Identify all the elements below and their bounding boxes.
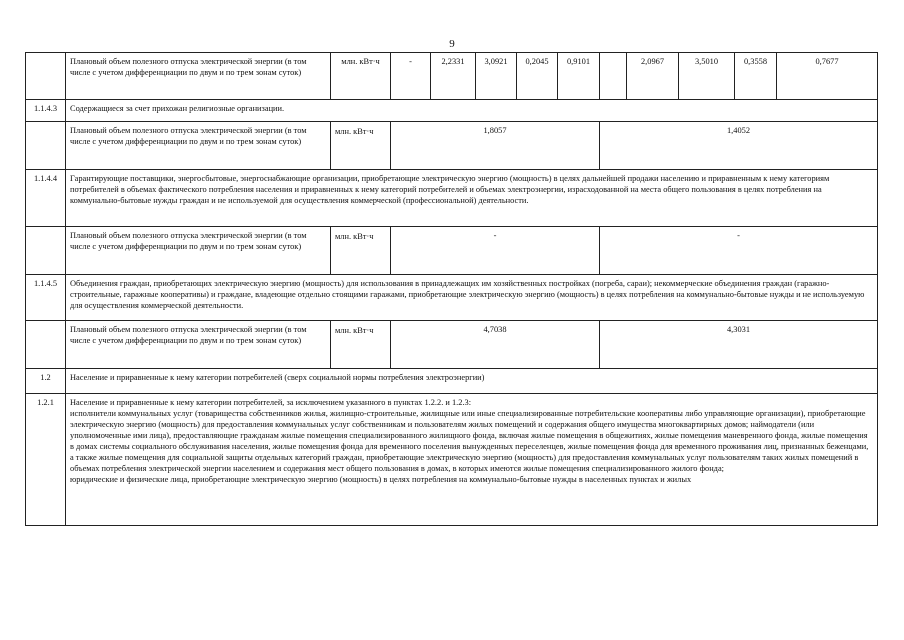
value-cell: 0,7677 bbox=[777, 53, 878, 100]
page-number: 9 bbox=[449, 38, 455, 50]
value-cell: - bbox=[600, 227, 878, 275]
row-number: 1.2 bbox=[26, 369, 66, 394]
table-row bbox=[26, 100, 878, 122]
row-description: Население и приравненные к нему категории потребителей (сверх социальной нормы потребления электроэнергии) bbox=[66, 369, 878, 394]
row-number bbox=[26, 122, 66, 170]
description-line: Население и приравненные к нему категории потребителей, за исключением указанного в пунктах 1.2.2. и 1.2.3: bbox=[70, 398, 472, 407]
row-number: 1.1.4.4 bbox=[26, 170, 66, 227]
value-cell: 2,2331 bbox=[431, 53, 476, 100]
row-description: Гарантирующие поставщики, энергосбытовые, энергоснабжающие организации, приобретающие электрическую энергию (мощность) в целях дальнейшей продажи населению и приравненным к нему категориям потребителей в объемах фактического потребления населения и приравненных к нему категорий потребителей и объемах электроэнергии, израсходованной на места общего пользования в целях потребления на коммунально-бытовые нужды граждан и не используемой для осуществления коммерческой (профессиональной) деятельности. bbox=[66, 170, 878, 227]
row-description: Плановый объем полезного отпуска электрической энергии (в том числе с учетом дифференциации по двум и по трем зонам суток) bbox=[66, 321, 331, 369]
row-description: Плановый объем полезного отпуска электрической энергии (в том числе с учетом дифференциации по двум и по трем зонам суток) bbox=[66, 227, 331, 275]
table-row bbox=[26, 227, 878, 275]
unit-cell: млн. кВт·ч bbox=[331, 227, 391, 275]
value-cell: 4,7038 bbox=[391, 321, 600, 369]
unit-cell: млн. кВт·ч bbox=[331, 122, 391, 170]
value-cell bbox=[600, 53, 627, 100]
value-cell: 3,0921 bbox=[476, 53, 517, 100]
row-number: 1.2.1 bbox=[26, 394, 66, 526]
value-cell: 0,9101 bbox=[558, 53, 600, 100]
table-row bbox=[26, 369, 878, 394]
value-cell: 3,5010 bbox=[679, 53, 735, 100]
value-cell: 0,3558 bbox=[735, 53, 777, 100]
row-description: Плановый объем полезного отпуска электрической энергии (в том числе с учетом дифференциации по двум и по трем зонам суток) bbox=[66, 53, 331, 100]
value-cell: 0,2045 bbox=[517, 53, 558, 100]
row-number bbox=[26, 53, 66, 100]
table-row bbox=[26, 122, 878, 170]
row-number: 1.1.4.3 bbox=[26, 100, 66, 122]
row-description: Объединения граждан, приобретающих электрическую энергию (мощность) для использования в принадлежащих им хозяйственных постройках (погреба, сараи); некоммерческие объединения граждан (гаражно-строительные, гаражные кооперативы) и граждане, владеющие отдельно стоящими гаражами, приобретающие электрическую энергию (мощность) в целях потребления на коммунально-бытовые нужды и не используемую для осуществления коммерческой деятельности. bbox=[66, 275, 878, 321]
unit-cell: млн. кВт·ч bbox=[331, 321, 391, 369]
row-number bbox=[26, 321, 66, 369]
description-line: исполнители коммунальных услуг (товарищества собственников жилья, жилищно-строительные, жилищные или иные специализированные потребительские кооперативы либо управляющие организации), приобретающие электрическую энергию (мощность) для предоставления коммунальных услуг собственникам и пользователям жилых помещений и содержания общего имущества многоквартирных домов; наймодатели (или уполномоченные ими лица), предоставляющие гражданам жилые помещения специализированного жилищного фонда, включая жилые помещения в общежитиях, жилые помещения маневренного фонда, жилые помещения в домах системы социального обслуживания населения, жилые помещения фонда для временного поселения вынужденных переселенцев, жилые помещения фонда для временного проживания лиц, признанных беженцами, а также жилые помещения для социальной защиты отдельных категорий граждан, приобретающие электрическую энергию (мощность) для предоставления коммунальных услуг пользователям таких жилых помещений в объемах потребления электрической энергии населением и содержания мест общего пользования в домах, в которых имеются жилые помещения специализированного жилого фонда; bbox=[70, 409, 869, 473]
table-row bbox=[26, 170, 878, 227]
value-cell: - bbox=[391, 53, 431, 100]
value-cell: 1,8057 bbox=[391, 122, 600, 170]
table-row bbox=[26, 394, 878, 526]
row-number bbox=[26, 227, 66, 275]
table-row bbox=[26, 53, 878, 100]
row-description: Содержащиеся за счет прихожан религиозные организации. bbox=[66, 100, 878, 122]
unit-cell: млн. кВт·ч bbox=[331, 53, 391, 100]
table-row bbox=[26, 275, 878, 321]
row-number: 1.1.4.5 bbox=[26, 275, 66, 321]
value-cell: 2,0967 bbox=[627, 53, 679, 100]
row-description bbox=[66, 394, 878, 526]
description-line: юридические и физические лица, приобретающие электрическую энергию (мощность) в целях потребления на коммунально-бытовые нужды в населенных пунктах и жилых bbox=[70, 475, 692, 484]
tariff-table bbox=[25, 52, 878, 526]
value-cell: 4,3031 bbox=[600, 321, 878, 369]
value-cell: - bbox=[391, 227, 600, 275]
row-description: Плановый объем полезного отпуска электрической энергии (в том числе с учетом дифференциации по двум и по трем зонам суток) bbox=[66, 122, 331, 170]
value-cell: 1,4052 bbox=[600, 122, 878, 170]
table-row bbox=[26, 321, 878, 369]
